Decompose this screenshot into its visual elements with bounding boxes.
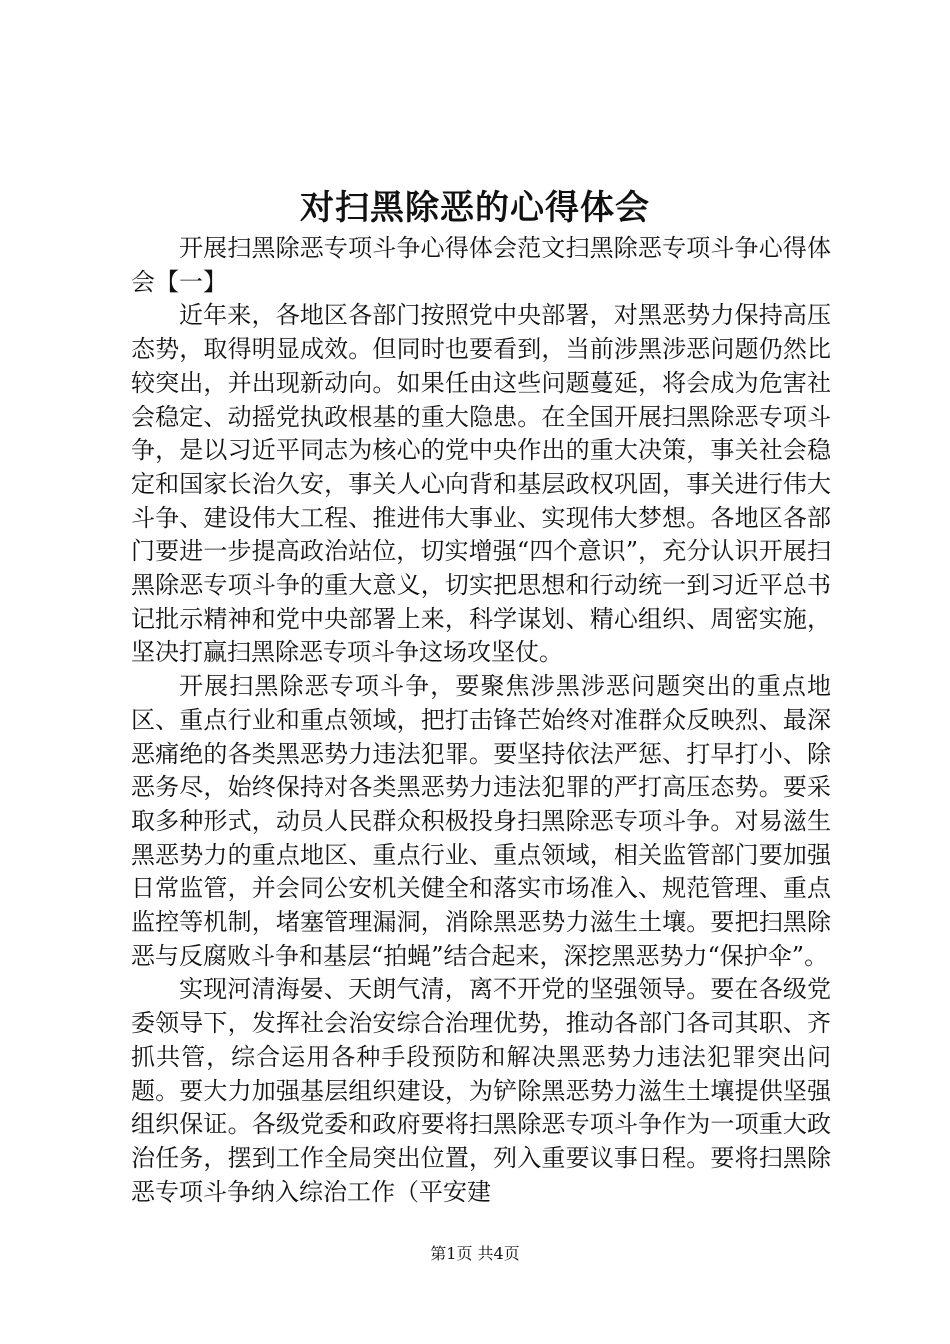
- document-body: [131, 232, 831, 1209]
- paragraph-intro: 开展扫黑除恶专项斗争心得体会范文扫黑除恶专项斗争心得体会【一】: [131, 234, 831, 296]
- paragraph-2: 开展扫黑除恶专项斗争，要聚焦涉黑涉恶问题突出的重点地区、重点行业和重点领域，把打击锋芒始终对准群众反映烈、最深恶痛绝的各类黑恶势力违法犯罪。要坚持依法严惩、打早打小、除恶务尽，始终保持对各类黑恶势力违法犯罪的严打高压态势。要采取多种形式，动员人民群众积极投身扫黑除恶专项斗争。对易滋生黑恶势力的重点地区、重点行业、重点领域，相关监管部门要加强日常监管，并会同公安机关健全和落实市场准入、规范管理、重点监控等机制，堵塞管理漏洞，消除黑恶势力滋生土壤。要把扫黑除恶与反腐败斗争和基层“拍蝇”结合起来，深挖黑恶势力“保护伞”。: [131, 672, 831, 970]
- document-title: 对扫黑除恶的心得体会: [300, 188, 650, 228]
- paragraph-1: 近年来，各地区各部门按照党中央部署，对黑恶势力保持高压态势，取得明显成效。但同时也要看到，当前涉黑涉恶问题仍然比较突出，并出现新动向。如果任由这些问题蔓延，将会成为危害社会稳定、动摇党执政根基的重大隐患。在全国开展扫黑除恶专项斗争，是以习近平同志为核心的党中央作出的重大决策，事关社会稳定和国家长治久安，事关人心向背和基层政权巩固，事关进行伟大斗争、建设伟大工程、推进伟大事业、实现伟大梦想。各地区各部门要进一步提高政治站位，切实增强“四个意识”，充分认识开展扫黑除恶专项斗争的重大意义，切实把思想和行动统一到习近平总书记批示精神和党中央部署上来，科学谋划、精心组织、周密实施，坚决打赢扫黑除恶专项斗争这场攻坚仗。: [131, 301, 831, 667]
- paragraph-3: 实现河清海晏、天朗气清，离不开党的坚强领导。要在各级党委领导下，发挥社会治安综合治理优势，推动各部门各司其职、齐抓共管，综合运用各种手段预防和解决黑恶势力违法犯罪突出问题。要大力加强基层组织建设，为铲除黑恶势力滋生土壤提供坚强组织保证。各级党委和政府要将扫黑除恶专项斗争作为一项重大政治任务，摆到工作全局突出位置，列入重要议事日程。要将扫黑除恶专项斗争纳入综治工作（平安建: [131, 975, 831, 1206]
- page-footer: 第1页 共4页: [430, 1244, 520, 1263]
